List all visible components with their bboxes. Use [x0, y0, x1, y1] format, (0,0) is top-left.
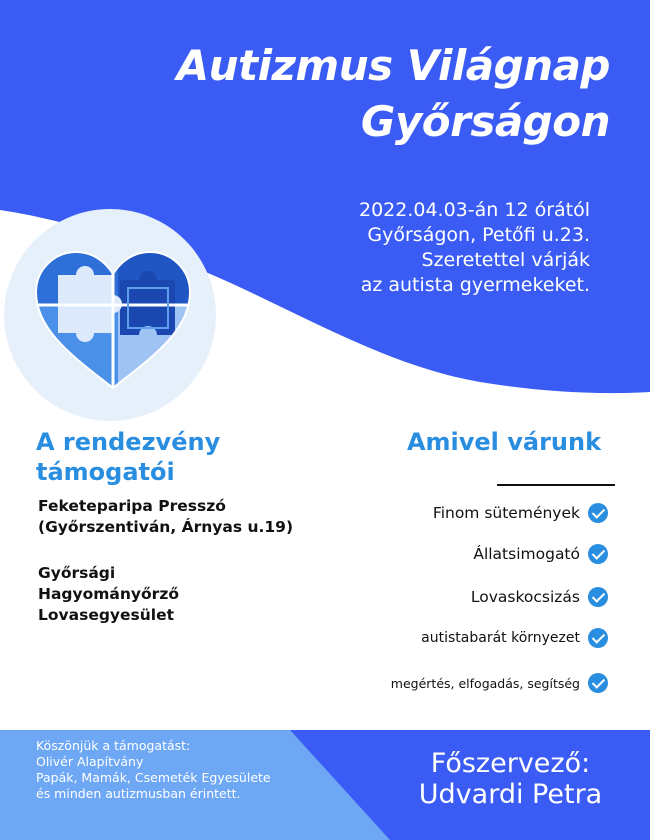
offer-label: autistabarát környezet — [421, 630, 580, 646]
offer-item — [471, 587, 608, 607]
thanks-line: és minden autizmusban érintett. — [36, 786, 241, 801]
offer-item — [473, 544, 608, 564]
offers-heading: Amivel várunk — [406, 428, 602, 456]
event-location: Győrságon, Petőfi u.23. — [367, 224, 590, 246]
organizer-label: Főszervező: — [430, 748, 591, 779]
offer-item — [391, 673, 608, 693]
event-info — [290, 198, 590, 298]
title-line-2: Győrságon — [360, 97, 610, 146]
thanks-line: Olivér Alapítvány — [36, 754, 144, 769]
sponsor-lovasegyesulet: Győrsági Hagyományőrző Lovasegyesület — [38, 564, 179, 624]
thanks-note — [36, 738, 346, 802]
organizer-name: Udvardi Petra — [418, 779, 603, 810]
event-date: 2022.04.03-án 12 órától — [358, 199, 590, 221]
offers-divider — [497, 484, 615, 486]
offer-label: Állatsimogató — [473, 545, 580, 563]
offer-item — [421, 628, 608, 648]
check-circle-icon — [588, 628, 608, 648]
offer-label: Lovaskocsizás — [470, 588, 580, 606]
offer-item — [433, 503, 608, 523]
title-line-1: Autizmus Világnap — [176, 41, 610, 90]
event-invite-line: Szeretettel várják — [421, 249, 590, 271]
puzzle-heart-icon — [8, 220, 218, 410]
check-circle-icon — [588, 503, 608, 523]
check-circle-icon — [588, 673, 608, 693]
organizer-block — [388, 748, 633, 810]
event-audience: az autista gyermekeket. — [360, 274, 590, 296]
offer-label: Finom sütemények — [432, 504, 580, 522]
thanks-line: Köszönjük a támogatást: — [36, 738, 191, 753]
offer-label: megértés, elfogadás, segítség — [390, 675, 580, 691]
check-circle-icon — [588, 544, 608, 564]
sponsor-presszo: Feketeparipa Presszó (Győrszentiván, Árnyas u.19) — [38, 497, 294, 536]
sponsors-heading: A rendezvény támogatói — [36, 428, 221, 486]
thanks-line: Papák, Mamák, Csemeték Egyesülete — [36, 770, 271, 785]
poster-title — [40, 38, 610, 150]
check-circle-icon — [588, 587, 608, 607]
